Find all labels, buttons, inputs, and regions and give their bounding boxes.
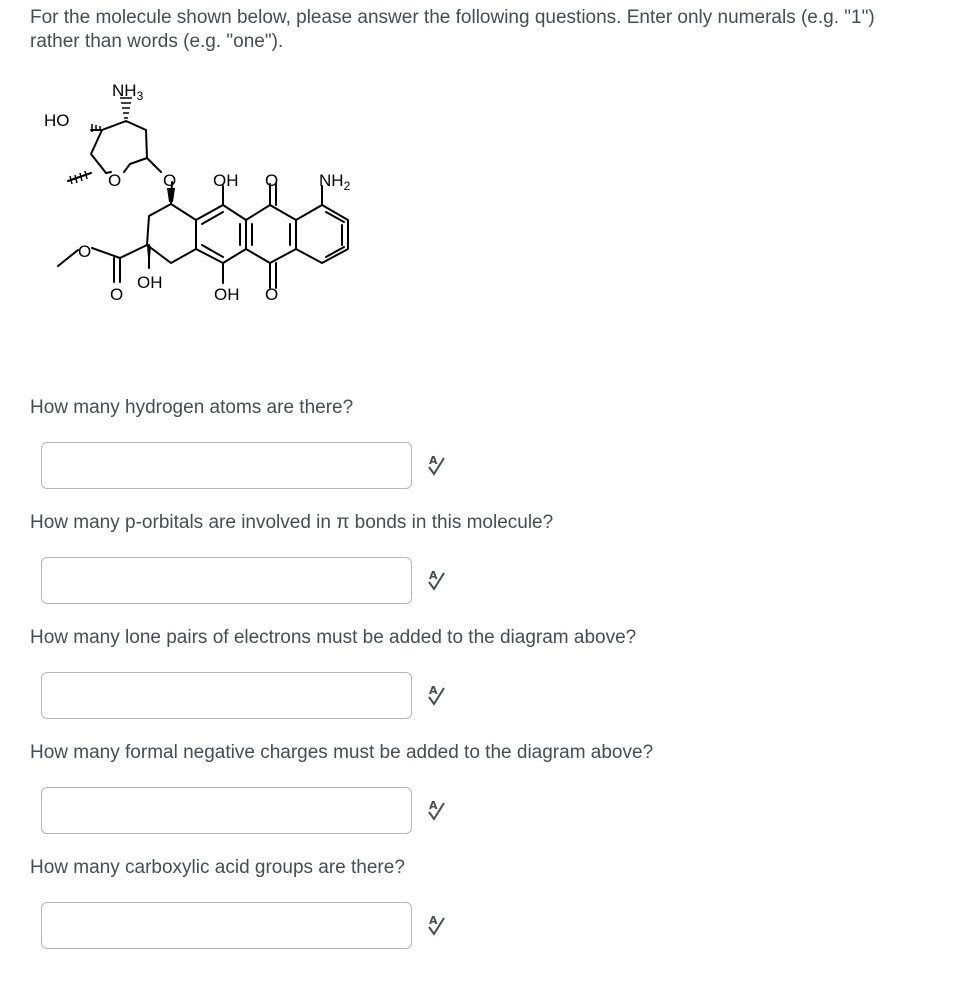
svg-text:A: A: [429, 914, 438, 927]
bottom-hydroxyl-label: OH: [214, 285, 240, 304]
nh3-label: $NH_3$: [112, 81, 144, 103]
svg-text:A: A: [429, 684, 438, 697]
answer-3-input[interactable]: [41, 672, 412, 719]
answer-1-input[interactable]: [41, 442, 412, 489]
question-4-text: How many formal negative charges must be added to the diagram above?: [30, 742, 654, 763]
ring-hydroxyl-label: OH: [137, 273, 163, 292]
answer-2-input[interactable]: [41, 557, 412, 604]
top-carbonyl-oxygen-label: O: [265, 171, 279, 190]
ring-oxygen-label: O: [108, 171, 122, 190]
spellcheck-icon[interactable]: [424, 567, 452, 595]
question-3-text: How many lone pairs of electrons must be added to the diagram above?: [30, 627, 637, 648]
answer-5-input[interactable]: [41, 902, 412, 949]
spellcheck-icon[interactable]: [424, 912, 452, 940]
nh2-label: $NH_2$: [319, 171, 351, 193]
question-2-text: How many p-orbitals are involved in π bonds in this molecule?: [30, 512, 554, 533]
svg-text:A: A: [429, 799, 438, 812]
top-hydroxyl-label: OH: [213, 171, 239, 190]
svg-text:A: A: [429, 454, 438, 467]
glycosidic-oxygen-label: O: [163, 171, 177, 190]
question-5-text: How many carboxylic acid groups are there?: [30, 857, 405, 878]
svg-text:A: A: [429, 569, 438, 582]
answer-4-input[interactable]: [41, 787, 412, 834]
spellcheck-icon[interactable]: [424, 452, 452, 480]
ester-carbonyl-oxygen-label: O: [110, 285, 124, 304]
instructions-text: For the molecule shown below, please answer the following questions. Enter only numerals (e.g. "1") rather than words (e.g. "one").: [30, 7, 875, 52]
question-1-text: How many hydrogen atoms are there?: [30, 397, 354, 418]
bottom-carbonyl-oxygen-label: O: [265, 285, 279, 304]
molecule-diagram: [30, 78, 390, 318]
ester-oxygen-label: O: [78, 242, 92, 261]
spellcheck-icon[interactable]: [424, 682, 452, 710]
spellcheck-icon[interactable]: [424, 797, 452, 825]
ho-label: HO: [44, 111, 70, 130]
